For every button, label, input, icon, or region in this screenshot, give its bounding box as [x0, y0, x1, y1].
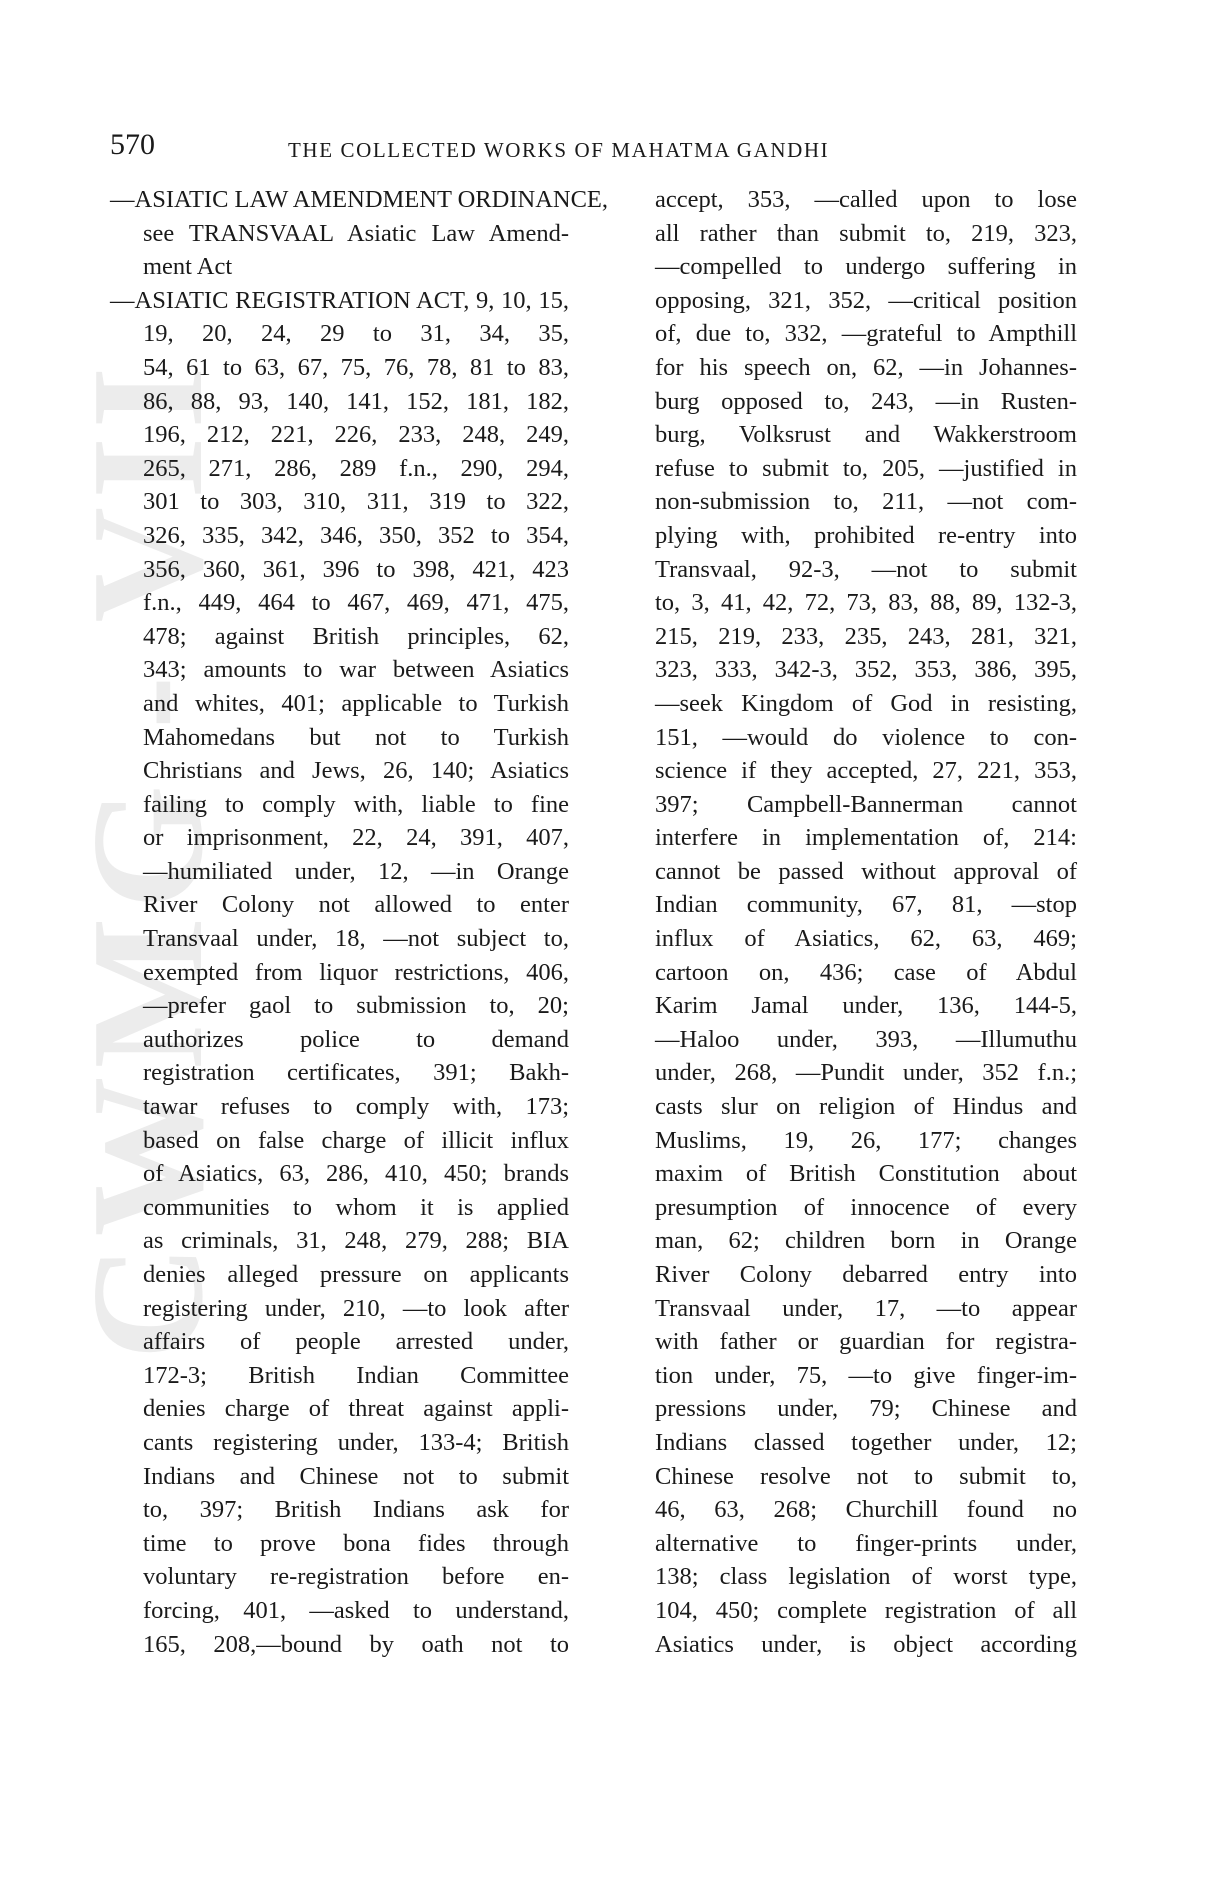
index-line: cants registering under, 133-4; British: [143, 1428, 569, 1456]
index-line: 165, 208,—bound by oath not to: [143, 1630, 569, 1658]
index-line: 326, 335, 342, 346, 350, 352 to 354,: [143, 521, 569, 549]
index-line: to, 397; British Indians ask for: [143, 1496, 569, 1524]
index-line: 151, —would do violence to con-: [655, 723, 1077, 751]
index-line: casts slur on religion of Hindus and: [655, 1093, 1077, 1121]
index-line: with father or guardian for registra-: [655, 1328, 1077, 1356]
index-line: Chinese resolve not to submit to,: [655, 1462, 1077, 1490]
index-line: alternative to finger-prints under,: [655, 1529, 1077, 1557]
index-line: 46, 63, 268; Churchill found no: [655, 1496, 1077, 1524]
index-line: —seek Kingdom of God in resisting,: [655, 689, 1077, 717]
index-line: 343; amounts to war between Asiatics: [143, 656, 569, 684]
index-line: 86, 88, 93, 140, 141, 152, 181, 182,: [143, 387, 569, 415]
index-line: 301 to 303, 310, 311, 319 to 322,: [143, 488, 569, 516]
index-line: 397; Campbell-Bannerman cannot: [655, 790, 1077, 818]
index-line: maxim of British Constitution about: [655, 1160, 1077, 1188]
index-line: —humiliated under, 12, —in Orange: [143, 857, 569, 885]
index-line: influx of Asiatics, 62, 63, 469;: [655, 925, 1077, 953]
index-line: —prefer gaol to submission to, 20;: [143, 992, 569, 1020]
index-line: 172-3; British Indian Committee: [143, 1361, 569, 1389]
index-line: see TRANSVAAL Asiatic Law Amend-: [143, 219, 569, 247]
index-line: affairs of people arrested under,: [143, 1328, 569, 1356]
index-line: interfere in implementation of, 214:: [655, 824, 1077, 852]
index-line: opposing, 321, 352, —critical position: [655, 286, 1077, 314]
index-line: science if they accepted, 27, 221, 353,: [655, 757, 1077, 785]
running-title: THE COLLECTED WORKS OF MAHATMA GANDHI: [288, 138, 830, 162]
index-line: failing to comply with, liable to fine: [143, 790, 569, 818]
index-line: communities to whom it is applied: [143, 1193, 569, 1221]
index-line: voluntary re-registration before en-: [143, 1563, 569, 1591]
index-column-right: [655, 183, 1077, 1661]
index-line: Transvaal under, 17, —to appear: [655, 1294, 1077, 1322]
index-line: as criminals, 31, 248, 279, 288; BIA: [143, 1227, 569, 1255]
index-line: Indian community, 67, 81, —stop: [655, 891, 1077, 919]
index-line: ment Act: [143, 253, 233, 281]
index-line: cartoon on, 436; case of Abdul: [655, 958, 1077, 986]
index-line: 478; against British principles, 62,: [143, 622, 569, 650]
index-line: all rather than submit to, 219, 323,: [655, 219, 1077, 247]
index-line: pressions under, 79; Chinese and: [655, 1395, 1077, 1423]
index-line: 356, 360, 361, 396 to 398, 421, 423: [143, 555, 569, 583]
index-line: 104, 450; complete registration of all: [655, 1596, 1077, 1624]
index-line: tion under, 75, —to give finger-im-: [655, 1361, 1077, 1389]
index-line: time to prove bona fides through: [143, 1529, 569, 1557]
index-line: Asiatics under, is object according: [655, 1630, 1077, 1658]
index-line: presumption of innocence of every: [655, 1193, 1077, 1221]
index-line: —Haloo under, 393, —Illumuthu: [655, 1025, 1077, 1053]
index-line: Transvaal under, 18, —not subject to,: [143, 925, 569, 953]
index-line: non-submission to, 211, —not com-: [655, 488, 1077, 516]
index-line: Indians classed together under, 12;: [655, 1428, 1077, 1456]
index-line: registering under, 210, —to look after: [143, 1294, 569, 1322]
watermark: CWMG - VII: [58, 358, 236, 1360]
index-line: man, 62; children born in Orange: [655, 1227, 1077, 1255]
index-line: exempted from liquor restrictions, 406,: [143, 958, 569, 986]
index-column-left: [110, 183, 609, 1661]
index-line: 138; class legislation of worst type,: [655, 1563, 1077, 1591]
index-line: of, due to, 332, —grateful to Ampthill: [655, 320, 1077, 348]
index-line: based on false charge of illicit influx: [143, 1126, 569, 1154]
index-line: and whites, 401; applicable to Turkish: [143, 689, 569, 717]
index-line: 323, 333, 342-3, 352, 353, 386, 395,: [655, 656, 1077, 684]
index-line: Indians and Chinese not to submit: [143, 1462, 569, 1490]
index-line: Karim Jamal under, 136, 144-5,: [655, 992, 1077, 1020]
index-line: Transvaal, 92-3, —not to submit: [655, 555, 1077, 583]
index-line: 265, 271, 286, 289 f.n., 290, 294,: [143, 454, 569, 482]
index-line: of Asiatics, 63, 286, 410, 450; brands: [143, 1160, 569, 1188]
index-line: or imprisonment, 22, 24, 391, 407,: [143, 824, 569, 852]
index-line: Muslims, 19, 26, 177; changes: [655, 1126, 1077, 1154]
index-line: accept, 353, —called upon to lose: [655, 186, 1077, 213]
index-line: —ASIATIC LAW AMENDMENT ORDINANCE,: [110, 186, 609, 213]
index-line: burg opposed to, 243, —in Rusten-: [655, 387, 1077, 415]
index-line: to, 3, 41, 42, 72, 73, 83, 88, 89, 132-3,: [655, 589, 1077, 617]
index-line: refuse to submit to, 205, —justified in: [655, 454, 1077, 482]
index-line: 19, 20, 24, 29 to 31, 34, 35,: [143, 320, 569, 348]
index-line: forcing, 401, —asked to understand,: [143, 1596, 569, 1624]
page-number: 570: [110, 128, 155, 161]
index-line: under, 268, —Pundit under, 352 f.n.;: [655, 1059, 1077, 1087]
index-line: —compelled to undergo suffering in: [655, 253, 1077, 281]
index-line: River Colony not allowed to enter: [143, 891, 569, 919]
index-line: —ASIATIC REGISTRATION ACT, 9, 10, 15,: [110, 286, 569, 314]
index-line: for his speech on, 62, —in Johannes-: [655, 353, 1077, 381]
index-line: River Colony debarred entry into: [655, 1261, 1077, 1288]
index-line: tawar refuses to comply with, 173;: [143, 1093, 569, 1121]
index-line: cannot be passed without approval of: [655, 857, 1077, 885]
index-line: 196, 212, 221, 226, 233, 248, 249,: [143, 421, 569, 449]
index-line: denies alleged pressure on applicants: [143, 1261, 569, 1288]
index-line: registration certificates, 391; Bakh-: [143, 1059, 569, 1087]
index-line: f.n., 449, 464 to 467, 469, 471, 475,: [143, 589, 569, 617]
index-line: 215, 219, 233, 235, 243, 281, 321,: [655, 622, 1077, 650]
index-line: 54, 61 to 63, 67, 75, 76, 78, 81 to 83,: [143, 353, 569, 381]
index-line: authorizes police to demand: [143, 1025, 569, 1053]
index-line: plying with, prohibited re-entry into: [655, 521, 1077, 549]
index-line: Christians and Jews, 26, 140; Asiatics: [143, 757, 569, 785]
index-line: denies charge of threat against appli-: [143, 1395, 569, 1423]
index-line: Mahomedans but not to Turkish: [143, 723, 569, 751]
index-line: burg, Volksrust and Wakkerstroom: [655, 421, 1077, 449]
